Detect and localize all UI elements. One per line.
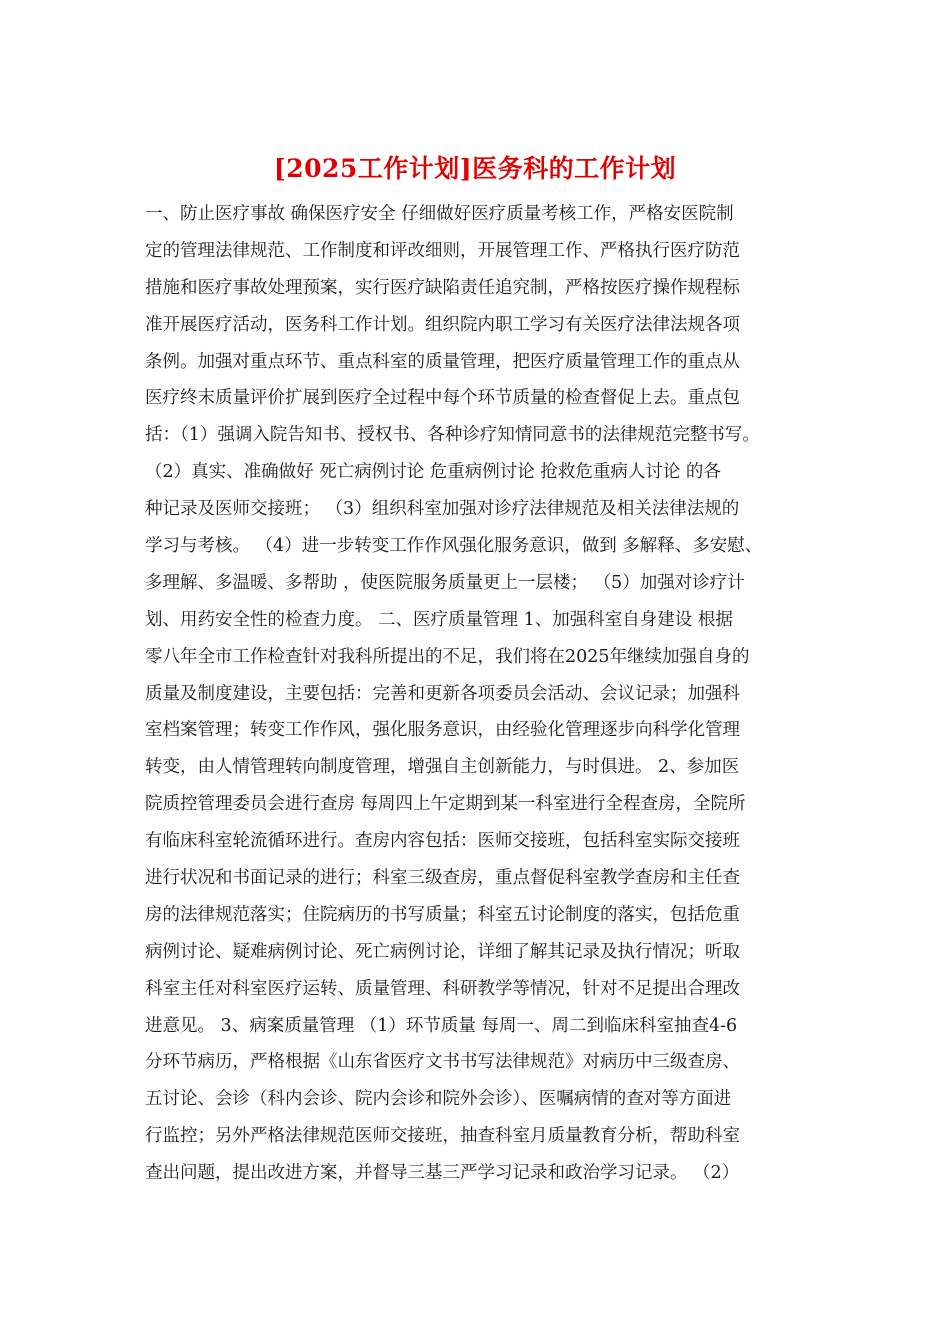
body-line: 有临床科室轮流循环进行。查房内容包括：医师交接班，包括科室实际交接班: [145, 831, 740, 852]
body-line: 分环节病历，严格根据《山东省医疗文书书写法律规范》对病历中三级查房、: [145, 1052, 740, 1073]
body-line: 零八年全市工作检查针对我科所提出的不足，我们将在2025年继续加强自身的: [145, 646, 750, 667]
body-line: （2）真实、准确做好 死亡病例讨论 危重病例讨论 抢救危重病人讨论 的各: [145, 462, 721, 483]
body-line: 措施和医疗事故处理预案，实行医疗缺陷责任追究制，严格按医疗操作规程标: [145, 277, 740, 298]
body-line: 质量及制度建设，主要包括：完善和更新各项委员会活动、会议记录；加强科: [145, 683, 740, 704]
body-line: 一、防止医疗事故 确保医疗安全 仔细做好医疗质量考核工作，严格安医院制: [145, 204, 734, 224]
body-line: 种记录及医师交接班； （3）组织科室加强对诊疗法律规范及相关法律法规的: [145, 499, 740, 520]
body-line: 医疗终末质量评价扩展到医疗全过程中每个环节质量的检查督促上去。重点包: [145, 388, 740, 409]
body-line: 学习与考核。 （4）进一步转变工作作风强化服务意识，做到 多解释、多安慰、: [145, 536, 763, 557]
body-line: 转变，由人情管理转向制度管理，增强自主创新能力，与时俱进。 2、参加医: [145, 757, 740, 778]
body-line: 科室主任对科室医疗运转、质量管理、科研教学等情况，针对不足提出合理改: [145, 978, 740, 999]
body-line: 行监控；另外严格法律规范医师交接班，抽查科室月质量教育分析，帮助科室: [145, 1126, 740, 1147]
body-line: 五讨论、会诊（科内会诊、院内会诊和院外会诊）、医嘱病情的查对等方面进: [145, 1089, 732, 1110]
body-line: 准开展医疗活动，医务科工作计划。组织院内职工学习有关医疗法律法规各项: [145, 314, 740, 335]
body-line: 院质控管理委员会进行查房 每周四上午定期到某一科室进行全程查房，全院所: [145, 794, 746, 815]
body-line: 括：（1）强调入院告知书、授权书、各种诊疗知情同意书的法律规范完整书写。: [145, 425, 760, 446]
body-line: 房的法律规范落实；住院病历的书写质量；科室五讨论制度的落实，包括危重: [145, 904, 740, 925]
body-line: 多理解、多温暖、多帮助 ，使医院服务质量更上一层楼； （5）加强对诊疗计: [145, 572, 745, 593]
body-line: 查出问题，提出改进方案，并督导三基三严学习记录和政治学习记录。 （2）: [145, 1163, 740, 1184]
body-line: 室档案管理；转变工作作风，强化服务意识，由经验化管理逐步向科学化管理: [145, 720, 740, 741]
body-line: 病例讨论、疑难病例讨论、死亡病例讨论，详细了解其记录及执行情况；听取: [145, 941, 740, 962]
body-line: 定的管理法律规范、工作制度和评改细则，开展管理工作、严格执行医疗防范: [145, 240, 740, 261]
body-line: 进行状况和书面记录的进行；科室三级查房，重点督促科室教学查房和主任查: [145, 868, 740, 889]
document-body: [145, 196, 835, 1192]
body-line: 划、用药安全性的检查力度。 二、医疗质量管理 1、加强科室自身建设 根据: [145, 609, 733, 630]
body-line: 进意见。 3、病案质量管理 （1）环节质量 每周一、周二到临床科室抽查4-6: [145, 1015, 738, 1036]
document-title: [2025工作计划]医务科的工作计划: [273, 154, 677, 183]
body-line: 条例。加强对重点环节、重点科室的质量管理，把医疗质量管理工作的重点从: [145, 351, 740, 372]
